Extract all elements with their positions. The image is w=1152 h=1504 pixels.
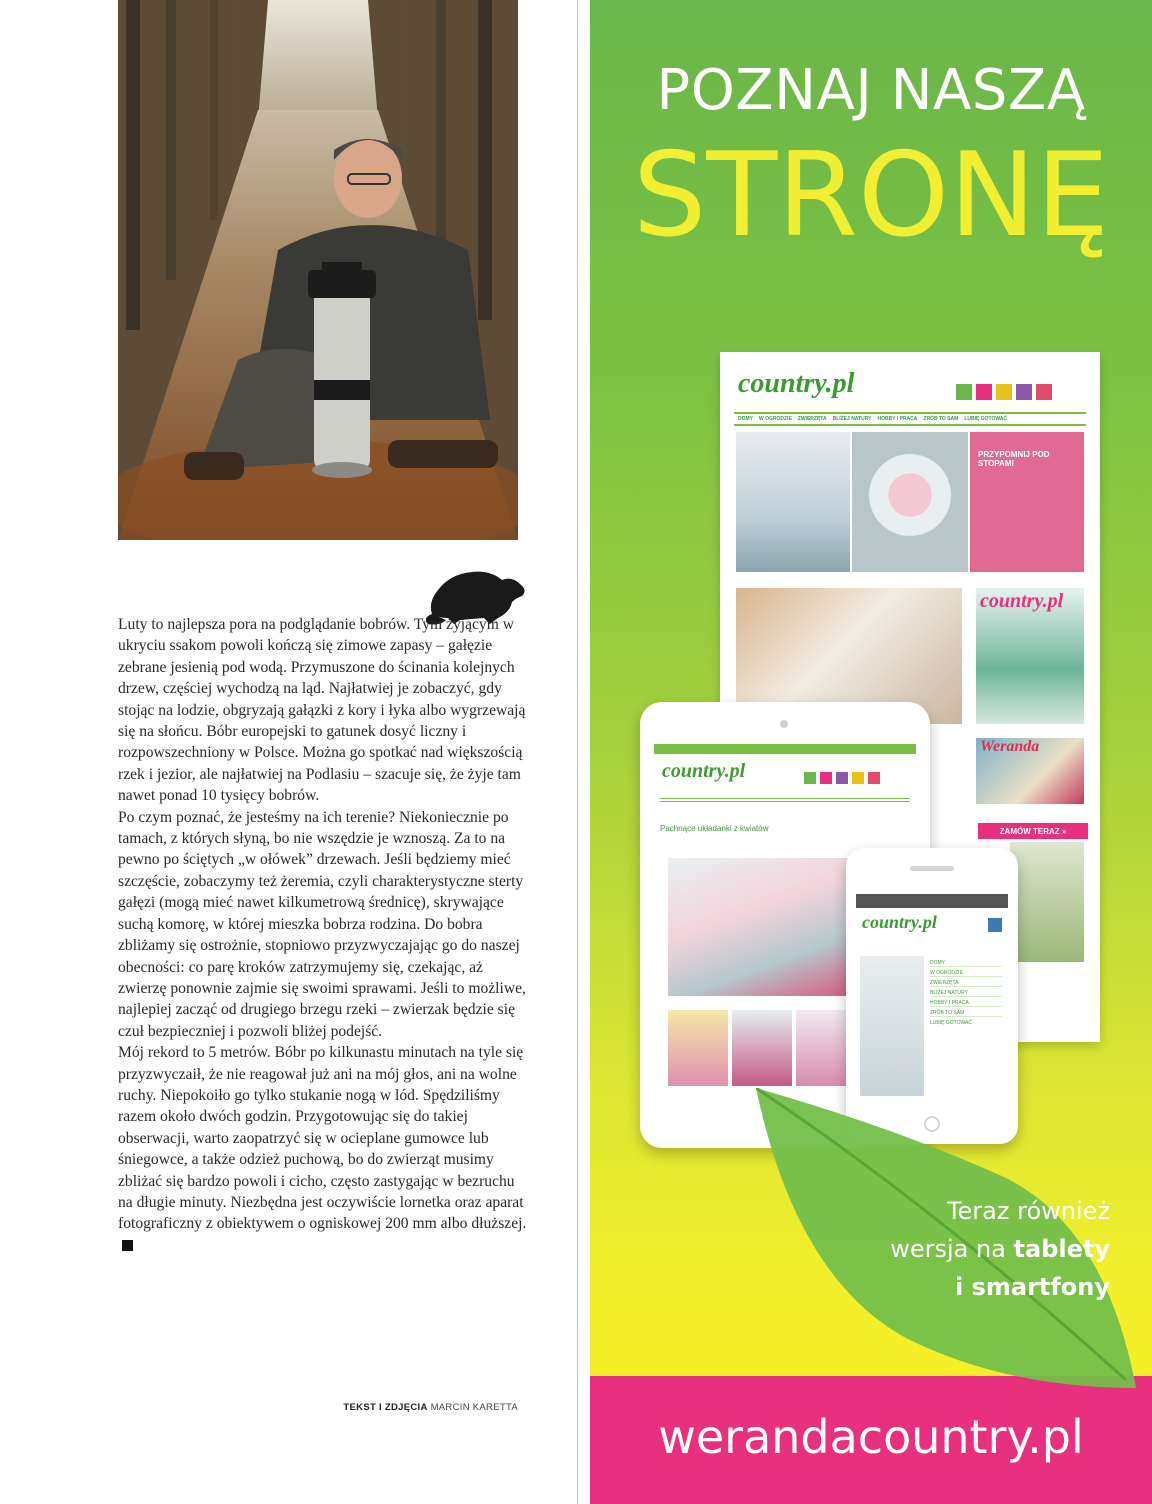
phone-preview-image	[860, 956, 924, 1096]
phone-menu-hobby[interactable]: HOBBY I PRACA	[930, 1000, 1002, 1007]
leaf-line-3-bold: i smartfony	[954, 1273, 1110, 1301]
nav-item-w-ogrodzie[interactable]: W OGRODZIE	[759, 416, 792, 422]
tablet-site-logo: country.pl	[662, 760, 746, 782]
phone-screen	[856, 894, 1008, 1108]
category-icon-pink	[976, 384, 992, 400]
phone-menu-blizej-natury[interactable]: BLIŻEJ NATURY	[930, 990, 1002, 997]
desktop-site-logo: country.pl	[738, 368, 855, 399]
phone-top-bar	[856, 894, 1008, 908]
desktop-weranda-cover-logo: Weranda	[980, 738, 1040, 755]
tablet-icon-purple	[836, 772, 848, 784]
article-paragraph-3-text: Mój rekord to 5 metrów. Bóbr po kilkunastu minutach na tyle się przyzwyczaił, że nie reagował już ani na mój głos, ani na wolne ruchy. Niepokoiło go tylko stukanie nogą w lód. Spędziliśmy razem około dwóch godzin. Przygotowując się do takiej obserwacji, warto zaopatrzyć się w ocieplane gumowce lub śniegowce, a także odzież puchową, bo do zwierząt musimy zbliżać się bardzo powoli i cicho, często zastygając w bezruchu na długie minuty. Niezbędna jest oczywiście lornetka oraz aparat fotograficzny z obiektywem o ogniskowej 200 mm albo dłuższej.	[118, 1044, 527, 1233]
photographer-photo	[118, 0, 518, 540]
article-credit	[296, 1402, 518, 1413]
tablet-navbar	[660, 798, 910, 802]
phone-menu-zrob-to-sam[interactable]: ZRÓB TO SAM	[930, 1010, 1002, 1017]
article-paragraph-2-text: Po czym poznać, że jesteśmy na ich terenie? Niekoniecznie po tamach, z których słyną, bo nie wszędzie je wznoszą. Za to na pewno po ściętych „w ołówek” drzewach. Jeśli będziemy mieć szczęście, zobaczymy też żeremia, czyli charakterystyczne sterty gałęzi (mogą mieć nawet kilkumetrową średnicę), skrywające suchą komorę, w której mieszka bobrza rodzina. Do bobra zbliżamy się ostrożnie, stopniowo przyzwyczajając go do naszej obecności: co parę kroków zatrzymujemy się, czekając, aż zwierzę ponownie zajmie się swoimi sprawami. Jeśli to możliwe, najlepiej zacząć od drugiego brzegu rzeki – zwierzak będzie się czuł bezpieczniej i pozwoli bliżej podejść.	[118, 808, 526, 1040]
leaf-line-3	[780, 1268, 1110, 1306]
desktop-promo-box	[970, 432, 1084, 572]
leaf-message	[780, 1192, 1110, 1306]
phone-speaker-icon	[910, 866, 954, 871]
category-icon-purple	[1016, 384, 1032, 400]
phone-menu-domy[interactable]: DOMY	[930, 960, 1002, 967]
desktop-magazine-cover	[976, 588, 1084, 724]
article-paragraph-1-text: Luty to najlepsza pora na podglądanie bobrów. Tym żyjącym w ukryciu ssakom powoli kończą się zimowe zapasy – gałęzie zebrane jesienią pod wodą. Przymuszone do ścinania kolejnych drzew, częściej wychodzą na ląd. Najłatwiej je zobaczyć, gdy stojąc na lodzie, obgryzają gałązki z kory i łyka albo wygrzewają się na słońcu. Bóbr europejski to gatunek dosyć liczny i rozpowszechniony w Polsce. Można go spotkać nad większością rzek i jezior, ale najłatwiej na Podlasiu – szacuje się, że żyje tam nawet ponad 10 tysięcy bobrów.	[118, 616, 526, 805]
desktop-magazine-cover-logo: country.pl	[980, 590, 1064, 612]
nav-item-zrob-to-sam[interactable]: ZRÓB TO SAM	[923, 416, 959, 422]
forest-photo-illustration	[118, 0, 518, 540]
phone-menu-w-ogrodzie[interactable]: W OGRODZIE	[930, 970, 1002, 977]
desktop-side-image	[1010, 842, 1084, 962]
tablet-category-icons	[804, 772, 880, 784]
phone-site-logo: country.pl	[862, 912, 937, 932]
phone-menu-icon[interactable]	[988, 918, 1002, 932]
page-gutter-divider	[577, 0, 578, 1504]
nav-item-domy[interactable]: DOMY	[738, 416, 753, 422]
desktop-weranda-cover	[976, 738, 1084, 804]
desktop-hero-flowers-image	[852, 432, 968, 572]
tablet-icon-green	[804, 772, 816, 784]
end-mark-icon	[122, 1240, 133, 1251]
phone-menu-zwierzeta[interactable]: ZWIERZĘTA	[930, 980, 1002, 987]
tablet-icon-yellow	[852, 772, 864, 784]
order-now-button[interactable]: ZAMÓW TERAZ »	[978, 823, 1088, 839]
desktop-category-icons	[956, 384, 1052, 400]
leaf-line-2	[780, 1230, 1110, 1268]
tablet-article-headline[interactable]: Pachnące układanki z kwiatów	[660, 824, 769, 833]
category-icon-green	[956, 384, 972, 400]
nav-item-lubie-gotowac[interactable]: LUBIĘ GOTOWAĆ	[964, 416, 1007, 422]
desktop-promo-text: PRZYPOMNIJ POD STOPAMI	[978, 450, 1050, 468]
nav-item-zwierzeta[interactable]: ZWIERZĘTA	[797, 416, 827, 422]
credit-label: TEKST I ZDJĘCIA	[343, 1402, 428, 1413]
category-icon-yellow	[996, 384, 1012, 400]
desktop-hero-interior-image	[736, 432, 850, 572]
nav-item-hobby-i-praca[interactable]: HOBBY I PRACA	[877, 416, 918, 422]
leaf-line-1: Teraz również	[946, 1197, 1110, 1225]
tablet-thumb-1	[668, 1010, 728, 1086]
article-body	[118, 614, 528, 1256]
tablet-thumb-2	[732, 1010, 792, 1086]
leaf-line-2-bold: tablety	[1013, 1235, 1110, 1263]
credit-name: MARCIN KARETTA	[430, 1402, 518, 1413]
tablet-icon-red	[868, 772, 880, 784]
tablet-thumb-3	[796, 1010, 852, 1086]
tablet-camera-icon	[780, 720, 788, 728]
desktop-navbar	[734, 412, 1086, 426]
tablet-top-bar	[654, 744, 916, 754]
phone-menu-lubie-gotowac[interactable]: LUBIĘ GOTOWAĆ	[930, 1020, 972, 1026]
tablet-icon-pink	[820, 772, 832, 784]
nav-item-blizej-natury[interactable]: BLIŻEJ NATURY	[832, 416, 872, 422]
article-paragraph-3	[118, 1042, 528, 1256]
leaf-line-2-prefix: wersja na	[890, 1235, 1014, 1263]
category-icon-red	[1036, 384, 1052, 400]
ad-title-line-1: POZNAJ NASZĄ	[656, 58, 1086, 123]
article-paragraph-1	[118, 614, 528, 807]
ad-title-line-2: STRONĘ	[632, 128, 1110, 263]
ad-website-url[interactable]: werandacountry.pl	[658, 1410, 1084, 1464]
tablet-flowers-image	[668, 858, 852, 996]
phone-nav-menu	[926, 956, 1006, 1096]
article-paragraph-2	[118, 807, 528, 1042]
